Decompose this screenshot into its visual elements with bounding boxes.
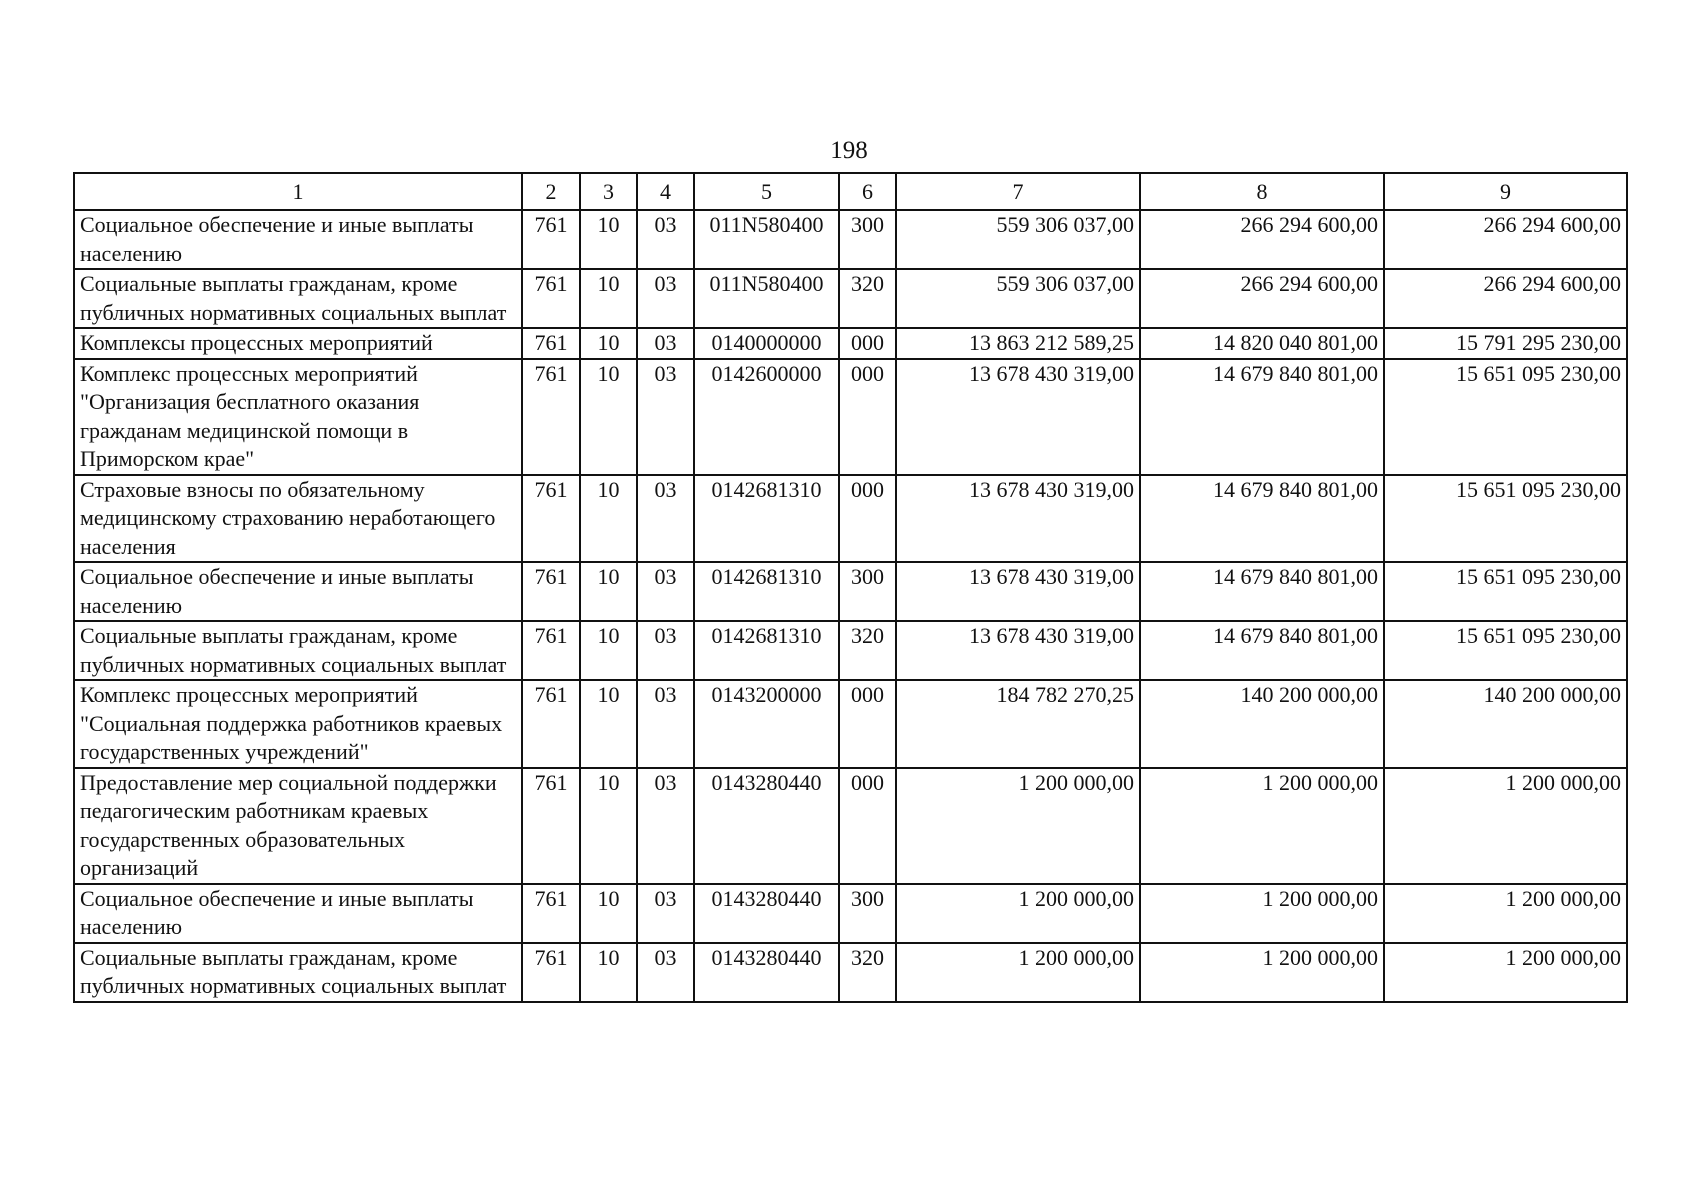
row-col-4: 03 [637,621,694,680]
table-row [74,943,1627,1002]
table-row [74,269,1627,328]
row-col-4: 03 [637,884,694,943]
row-amount-7: 184 782 270,25 [896,680,1140,768]
row-amount-8: 1 200 000,00 [1140,884,1384,943]
row-col-4: 03 [637,680,694,768]
row-name: Комплекс процессных мероприятий "Организация бесплатного оказания гражданам медицинской помощи в Приморском крае" [74,359,522,475]
row-amount-9: 15 651 095 230,00 [1384,621,1627,680]
row-col-5: 0143280440 [694,943,839,1002]
row-col-4: 03 [637,269,694,328]
row-col-3: 10 [580,768,637,884]
row-col-2: 761 [522,210,580,269]
row-name: Социальные выплаты гражданам, кроме публичных нормативных социальных выплат [74,621,522,680]
row-col-6: 300 [839,210,896,269]
row-col-2: 761 [522,475,580,563]
row-col-5: 0142681310 [694,475,839,563]
row-name: Социальное обеспечение и иные выплаты населению [74,562,522,621]
table-row [74,562,1627,621]
row-col-3: 10 [580,621,637,680]
header-cell-8: 8 [1140,173,1384,210]
header-cell-3: 3 [580,173,637,210]
header-cell-7: 7 [896,173,1140,210]
row-amount-8: 14 679 840 801,00 [1140,562,1384,621]
row-name: Комплекс процессных мероприятий "Социальная поддержка работников краевых государственных учреждений" [74,680,522,768]
table-row [74,680,1627,768]
row-col-5: 011N580400 [694,269,839,328]
row-amount-9: 1 200 000,00 [1384,884,1627,943]
row-col-6: 000 [839,328,896,359]
row-name: Социальные выплаты гражданам, кроме публичных нормативных социальных выплат [74,269,522,328]
header-cell-5: 5 [694,173,839,210]
row-col-6: 320 [839,269,896,328]
row-col-6: 320 [839,621,896,680]
row-col-2: 761 [522,680,580,768]
row-name: Предоставление мер социальной поддержки педагогическим работникам краевых государственных образовательных организаций [74,768,522,884]
row-col-3: 10 [580,475,637,563]
row-col-4: 03 [637,562,694,621]
row-col-5: 0142600000 [694,359,839,475]
row-amount-7: 13 678 430 319,00 [896,359,1140,475]
row-amount-9: 15 651 095 230,00 [1384,562,1627,621]
row-amount-9: 15 651 095 230,00 [1384,359,1627,475]
row-col-2: 761 [522,621,580,680]
row-col-6: 000 [839,768,896,884]
budget-table [73,172,1628,1003]
row-col-3: 10 [580,328,637,359]
row-amount-7: 13 863 212 589,25 [896,328,1140,359]
row-col-2: 761 [522,884,580,943]
row-col-3: 10 [580,884,637,943]
row-col-4: 03 [637,359,694,475]
row-col-2: 761 [522,328,580,359]
header-cell-1: 1 [74,173,522,210]
row-name: Страховые взносы по обязательному медицинскому страхованию неработающего населения [74,475,522,563]
row-amount-9: 140 200 000,00 [1384,680,1627,768]
row-amount-7: 1 200 000,00 [896,884,1140,943]
row-col-3: 10 [580,562,637,621]
row-amount-8: 14 679 840 801,00 [1140,475,1384,563]
row-col-5: 011N580400 [694,210,839,269]
row-amount-7: 1 200 000,00 [896,943,1140,1002]
row-col-4: 03 [637,210,694,269]
header-cell-4: 4 [637,173,694,210]
table-row [74,768,1627,884]
row-name: Комплексы процессных мероприятий [74,328,522,359]
page-number: 198 [830,137,868,164]
row-name: Социальное обеспечение и иные выплаты населению [74,210,522,269]
row-name: Социальные выплаты гражданам, кроме публичных нормативных социальных выплат [74,943,522,1002]
row-amount-9: 15 791 295 230,00 [1384,328,1627,359]
row-amount-8: 266 294 600,00 [1140,269,1384,328]
row-col-6: 300 [839,562,896,621]
row-col-5: 0142681310 [694,621,839,680]
row-col-5: 0143280440 [694,768,839,884]
row-amount-8: 1 200 000,00 [1140,943,1384,1002]
header-cell-6: 6 [839,173,896,210]
row-col-5: 0142681310 [694,562,839,621]
row-amount-7: 13 678 430 319,00 [896,475,1140,563]
row-col-2: 761 [522,768,580,884]
table-row [74,621,1627,680]
row-col-4: 03 [637,328,694,359]
row-col-2: 761 [522,562,580,621]
row-col-4: 03 [637,943,694,1002]
table-row [74,210,1627,269]
row-col-2: 761 [522,359,580,475]
row-name: Социальное обеспечение и иные выплаты населению [74,884,522,943]
row-amount-7: 559 306 037,00 [896,210,1140,269]
table-row [74,884,1627,943]
table-row [74,475,1627,563]
header-cell-9: 9 [1384,173,1627,210]
row-col-6: 000 [839,359,896,475]
row-col-6: 000 [839,475,896,563]
row-col-3: 10 [580,269,637,328]
row-amount-8: 14 679 840 801,00 [1140,359,1384,475]
row-col-3: 10 [580,943,637,1002]
row-col-6: 000 [839,680,896,768]
row-col-3: 10 [580,210,637,269]
row-col-4: 03 [637,475,694,563]
row-amount-8: 266 294 600,00 [1140,210,1384,269]
row-col-5: 0143280440 [694,884,839,943]
table-row [74,359,1627,475]
row-col-3: 10 [580,359,637,475]
row-col-3: 10 [580,680,637,768]
row-amount-9: 266 294 600,00 [1384,269,1627,328]
row-col-4: 03 [637,768,694,884]
row-amount-7: 559 306 037,00 [896,269,1140,328]
table-row [74,328,1627,359]
row-amount-9: 1 200 000,00 [1384,768,1627,884]
header-cell-2: 2 [522,173,580,210]
row-amount-8: 14 820 040 801,00 [1140,328,1384,359]
row-col-5: 0143200000 [694,680,839,768]
row-col-2: 761 [522,269,580,328]
row-amount-9: 266 294 600,00 [1384,210,1627,269]
row-col-6: 300 [839,884,896,943]
row-col-5: 0140000000 [694,328,839,359]
row-amount-8: 1 200 000,00 [1140,768,1384,884]
row-amount-7: 1 200 000,00 [896,768,1140,884]
row-amount-8: 14 679 840 801,00 [1140,621,1384,680]
row-amount-9: 15 651 095 230,00 [1384,475,1627,563]
header-row [74,173,1627,210]
row-amount-7: 13 678 430 319,00 [896,621,1140,680]
row-amount-9: 1 200 000,00 [1384,943,1627,1002]
row-col-6: 320 [839,943,896,1002]
row-amount-8: 140 200 000,00 [1140,680,1384,768]
row-col-2: 761 [522,943,580,1002]
row-amount-7: 13 678 430 319,00 [896,562,1140,621]
